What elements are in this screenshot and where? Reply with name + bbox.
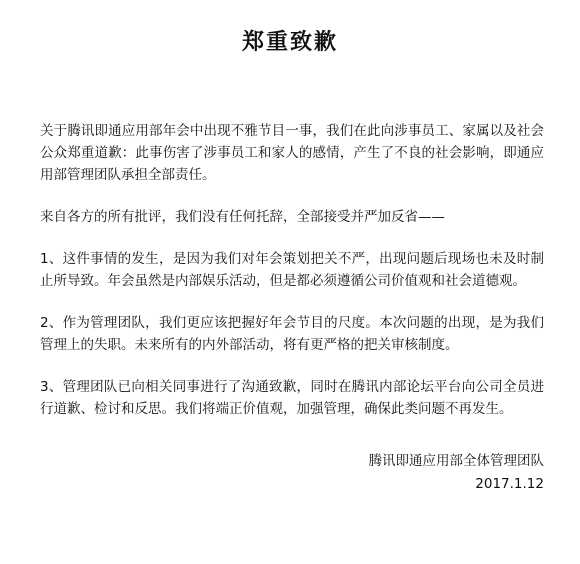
signature-date: 2017.1.12 (475, 476, 544, 492)
signature-name: 腾讯即通应用部全体管理团队 (368, 453, 544, 469)
paragraph-point-1: 1、这件事情的发生，是因为我们对年会策划把关不严，出现问题后现场也未及时制止所导致。年会虽然是内部娱乐活动，但是都必须遵循公司价值观和社会道德观。 (40, 251, 544, 289)
paragraph-point-2: 2、作为管理团队，我们更应该把握好年会节目的尺度。本次问题的出现，是为我们管理上的失职。未来所有的内外部活动，将有更严格的把关审核制度。 (40, 315, 544, 353)
signature-block (369, 450, 545, 496)
letter-title: 郑重致歉 (241, 30, 338, 55)
paragraph-point-3: 3、管理团队已向相关同事进行了沟通致歉，同时在腾讯内部论坛平台向公司全员进行道歉、检讨和反思。我们将端正价值观，加强管理，确保此类问题不再发生。 (40, 379, 544, 417)
paragraph-intro: 关于腾讯即通应用部年会中出现不雅节目一事，我们在此向涉事员工、家属以及社会公众郑重道歉：此事伤害了涉事员工和家人的感情，产生了不良的社会影响，即通应用部管理团队承担全部责任。 (40, 123, 544, 183)
letter-body (40, 120, 544, 440)
paragraph-acceptance: 来自各方的所有批评，我们没有任何托辞，全部接受并严加反省—— (40, 209, 445, 225)
